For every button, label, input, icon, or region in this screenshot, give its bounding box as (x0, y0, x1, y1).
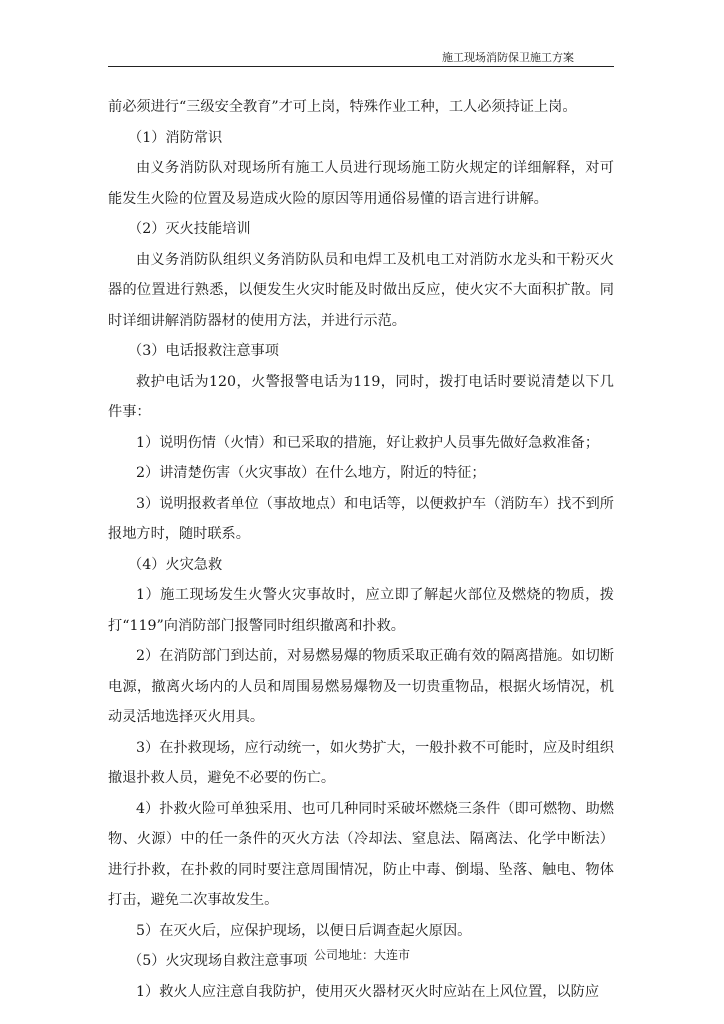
list-item: 3）说明报救者单位（事故地点）和电话等，以便救护车（消防车）找不到所报地方时，随时联系。 (108, 495, 614, 542)
footer-address: 公司地址：大连市 (313, 948, 410, 962)
page-header (108, 48, 614, 67)
document-body (108, 92, 614, 1007)
page-footer (0, 946, 724, 963)
list-item: 5）在灭火后，应保护现场，以便日后调查起火原因。 (136, 922, 472, 939)
list-item: 3）在扑救现场，应行动统一，如火势扩大，一般扑救不可能时，应及时组织撤退扑救人员，避免不必要的伤亡。 (108, 739, 614, 786)
list-item: 2）讲清楚伤害（火灾事故）在什么地方，附近的特征； (136, 465, 486, 481)
paragraph: 由义务消防队组织义务消防队员和电焊工及机电工对消防水龙头和干粉灭火器的位置进行熟悉，以便发生火灾时能及时做出反应，使火灾不大面积扩散。同时详细讲解消防器材的使用方法，并进行示范。 (108, 251, 614, 329)
paragraph: 前必须进行“三级安全教育”才可上岗，特殊作业工种，工人必须持证上岗。 (108, 99, 577, 115)
section-heading: （2）灭火技能培训 (128, 221, 251, 237)
list-item: 4）扑救火险可单独采用、也可几种同时采破坏燃烧三条件（即可燃物、助燃物、火源）中的任一条件的灭火方法（冷却法、窒息法、隔离法、化学中断法）进行扑救，在扑救的同时要注意周围情况，防止中毒、倒塌、坠落、触电、物体打击，避免二次事故发生。 (108, 800, 614, 908)
header-title: 施工现场消防保卫施工方案 (442, 51, 574, 64)
list-item: 1）救火人应注意自我防护，使用灭火器材灭火时应站在上风位置，以防应 (136, 983, 600, 1000)
section-heading: （1）消防常识 (128, 129, 223, 146)
list-item: 2）在消防部门到达前，对易燃易爆的物质采取正确有效的隔离措施。如切断电源，撤离火场内的人员和周围易燃易爆物及一切贵重物品，根据火场情况，机动灵活地选择灭火用具。 (108, 648, 614, 725)
section-heading: （3）电话报救注意事项 (128, 343, 279, 359)
list-item: 1）说明伤情（火情）和已采取的措施，好让救护人员事先做好急救准备； (136, 434, 600, 451)
list-item: 1）施工现场发生火警火灾事故时，应立即了解起火部位及燃烧的物质，拨打“119”向消防部门报警同时组织撤离和扑救。 (108, 587, 614, 634)
section-heading: （4）火灾急救 (128, 556, 223, 573)
section-heading: （5）火灾现场自救注意事项 (128, 953, 308, 969)
paragraph: 救护电话为120，火警报警电话为119，同时，拨打电话时要说清楚以下几件事： (108, 373, 614, 420)
paragraph: 由义务消防队对现场所有施工人员进行现场施工防火规定的详细解释，对可能发生火险的位置及易造成火险的原因等用通俗易懂的语言进行讲解。 (108, 160, 614, 207)
